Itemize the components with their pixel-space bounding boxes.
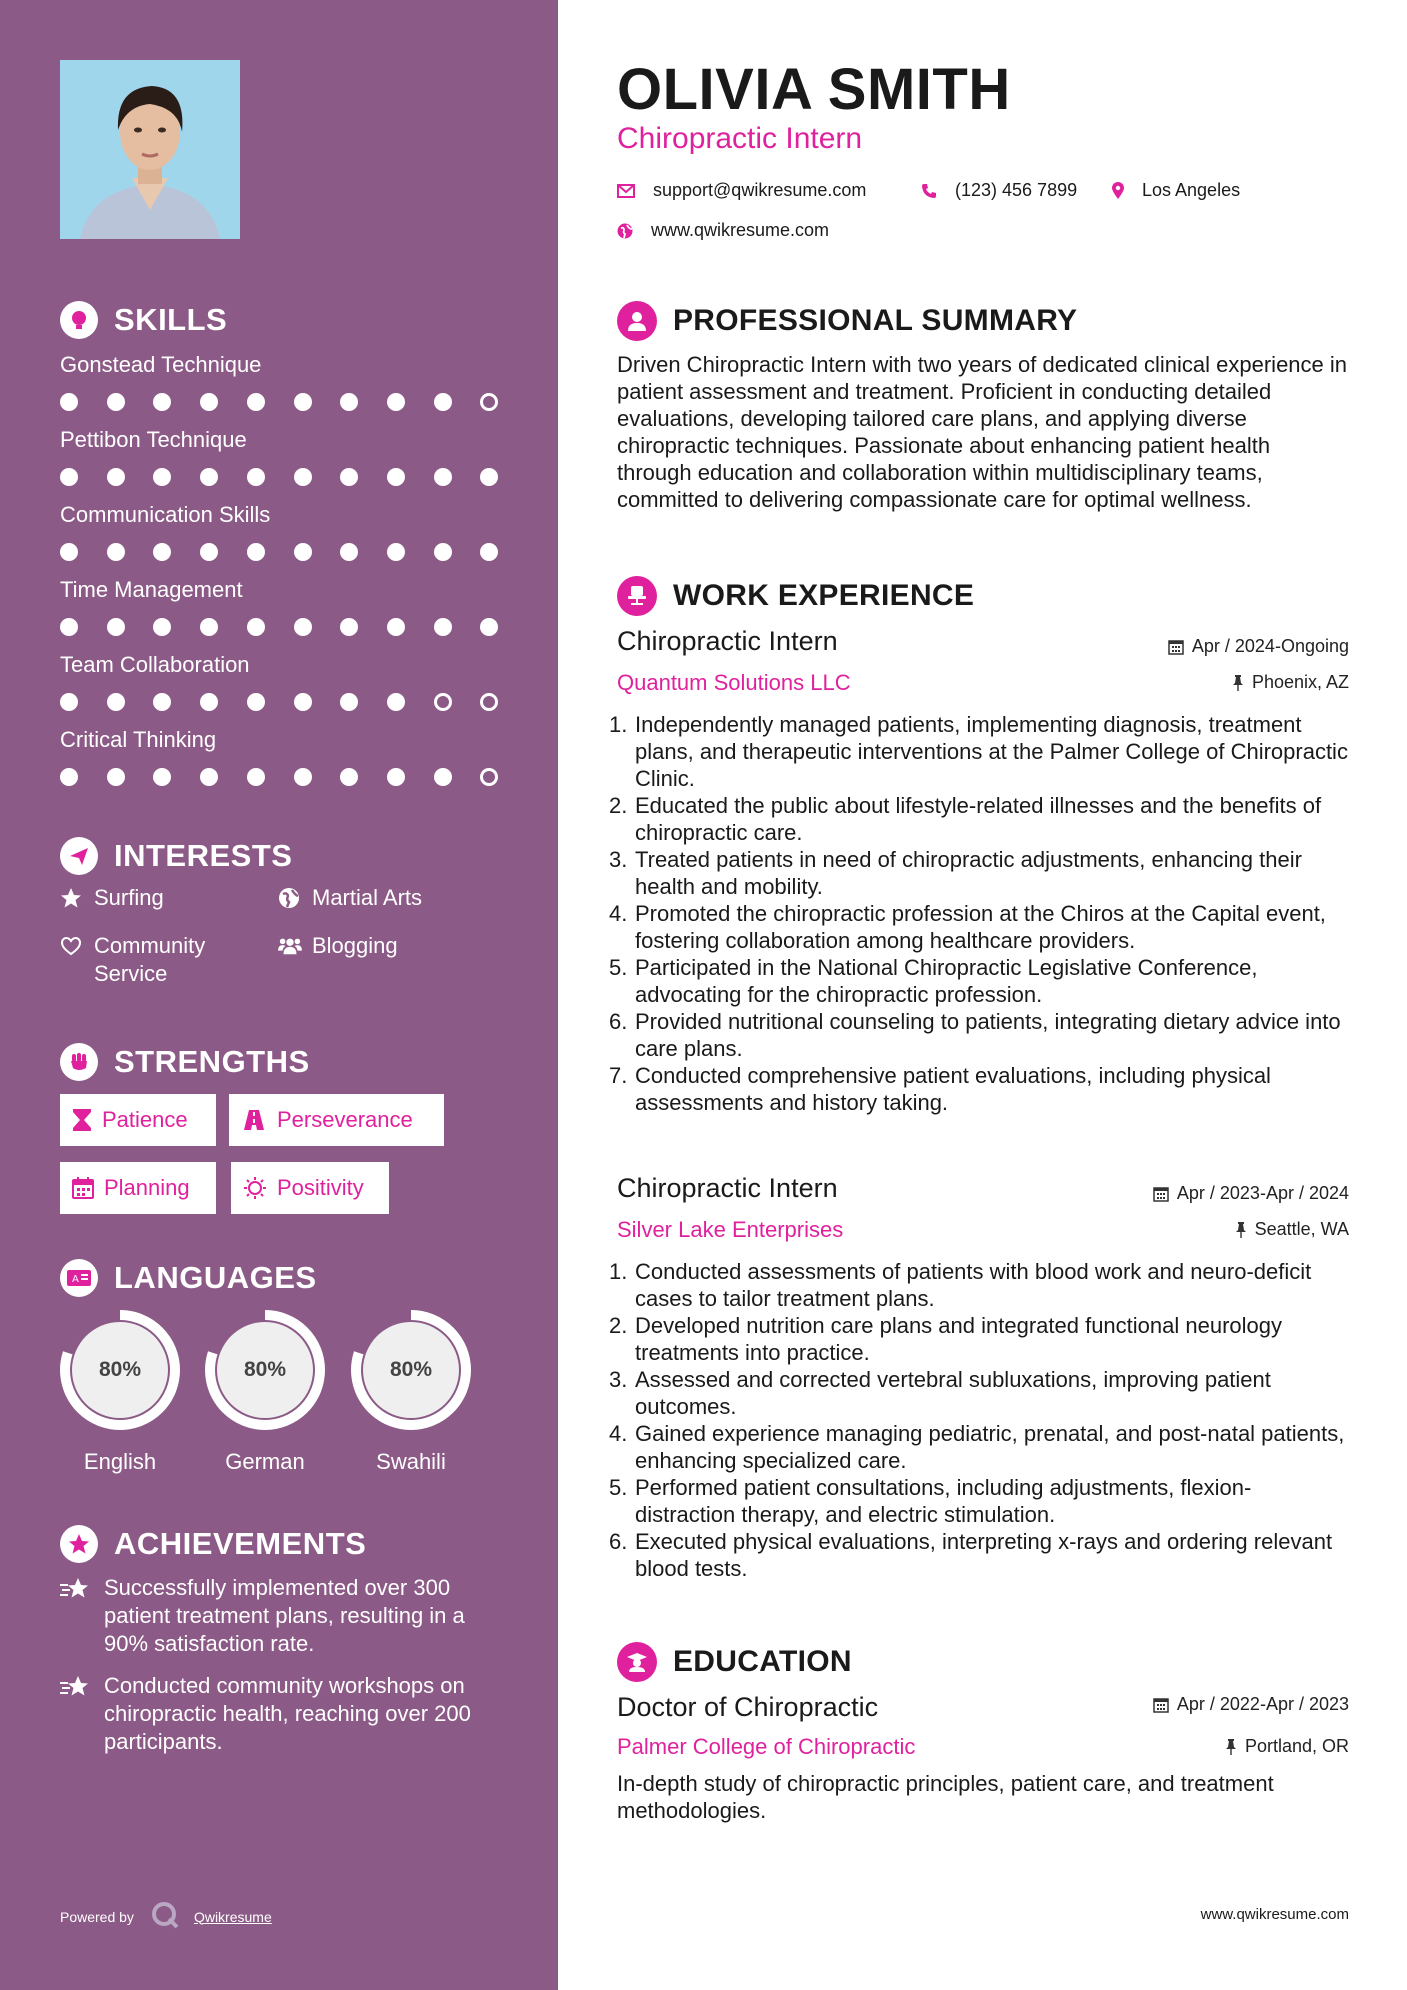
job-company: Quantum Solutions LLC bbox=[617, 670, 851, 695]
languages-section bbox=[60, 1256, 510, 1300]
rating-dot-filled bbox=[60, 618, 78, 636]
rating-dot-filled bbox=[107, 618, 125, 636]
job-title: Chiropractic Intern bbox=[617, 1173, 838, 1203]
rating-dot-filled bbox=[107, 768, 125, 786]
skill-name: Team Collaboration bbox=[60, 652, 250, 677]
rating-dot-empty bbox=[434, 693, 452, 711]
rating-dot-filled bbox=[434, 468, 452, 486]
duty-item: 6. Provided nutritional counseling to patients, integrating dietary advice into care plans. bbox=[609, 1009, 1341, 1061]
strength-badge: Perseverance bbox=[229, 1094, 444, 1146]
skill-rating bbox=[60, 765, 510, 789]
language-progress-ring: 80% bbox=[349, 1308, 473, 1432]
rating-dot-filled bbox=[247, 618, 265, 636]
interests-section bbox=[60, 834, 510, 878]
skill-item bbox=[60, 350, 510, 414]
calendar-icon bbox=[1168, 639, 1184, 655]
heart-outline-icon bbox=[60, 932, 84, 960]
pushpin-icon bbox=[1225, 1739, 1237, 1755]
sidebar bbox=[0, 0, 558, 1990]
map-pin-icon bbox=[1112, 182, 1124, 200]
users-icon bbox=[278, 932, 302, 960]
contact-website[interactable]: www.qwikresume.com bbox=[617, 220, 829, 241]
skill-name: Time Management bbox=[60, 577, 243, 602]
language-progress-ring: 80% bbox=[203, 1308, 327, 1432]
rating-dot-filled bbox=[200, 468, 218, 486]
hourglass-icon bbox=[72, 1108, 92, 1132]
contact-location: Los Angeles bbox=[1112, 180, 1240, 201]
strengths-section bbox=[60, 1040, 510, 1084]
skill-name: Pettibon Technique bbox=[60, 427, 247, 452]
job-company: Silver Lake Enterprises bbox=[617, 1217, 844, 1242]
language-name: Swahili bbox=[376, 1449, 446, 1474]
skills-heading: SKILLS bbox=[60, 298, 510, 342]
skills-section bbox=[60, 298, 510, 342]
sun-icon bbox=[243, 1176, 267, 1200]
rating-dot-filled bbox=[153, 543, 171, 561]
rating-dot-filled bbox=[200, 693, 218, 711]
rating-dot-filled bbox=[387, 768, 405, 786]
duty-item: 7. Conducted comprehensive patient evaluations, including physical assessments and history taking. bbox=[609, 1063, 1271, 1115]
shooting-star-icon bbox=[60, 1574, 92, 1658]
rating-dot-filled bbox=[387, 543, 405, 561]
rating-dot-filled bbox=[107, 393, 125, 411]
rating-dot-filled bbox=[387, 693, 405, 711]
rating-dot-filled bbox=[340, 618, 358, 636]
rating-dot-filled bbox=[294, 693, 312, 711]
skill-item bbox=[60, 425, 510, 489]
rating-dot-filled bbox=[340, 393, 358, 411]
contact-phone[interactable]: (123) 456 7899 bbox=[921, 180, 1077, 201]
globe-icon bbox=[617, 223, 633, 239]
pushpin-icon bbox=[1232, 675, 1244, 691]
rating-dot-filled bbox=[247, 543, 265, 561]
qwikresume-link[interactable]: Qwikresume bbox=[193, 1908, 272, 1925]
rating-dot-filled bbox=[153, 468, 171, 486]
rating-dot-filled bbox=[434, 393, 452, 411]
contact-email[interactable]: support@qwikresume.com bbox=[617, 180, 866, 201]
summary-text: Driven Chiropractic Intern with two years of dedicated clinical experience in patient assessment and treatment. Proficient in conducting detailed evaluations, developing tailored care plans, and applying diverse chiropractic techniques. Passionate about enhancing patient health through education and collaboration within multidisciplinary teams, committed to delivering compassionate care for optimal wellness. bbox=[617, 352, 1348, 512]
rating-dot-filled bbox=[60, 393, 78, 411]
skill-item bbox=[60, 575, 510, 639]
star-icon bbox=[60, 884, 84, 912]
rating-dot-filled bbox=[294, 618, 312, 636]
language-item bbox=[58, 1308, 182, 1476]
powered-by: Powered by Qwikresume bbox=[60, 1900, 272, 1933]
language-name: English bbox=[83, 1449, 157, 1474]
rating-dot-filled bbox=[200, 768, 218, 786]
rating-dot-filled bbox=[107, 693, 125, 711]
strength-badge: Patience bbox=[60, 1094, 216, 1146]
user-icon bbox=[617, 301, 657, 341]
skill-rating bbox=[60, 540, 510, 564]
duty-item: 3. Treated patients in need of chiropractic adjustments, enhancing their health and mobility. bbox=[609, 847, 1302, 899]
education-location: Portland, OR bbox=[1225, 1736, 1349, 1757]
svg-text:A: A bbox=[72, 1274, 79, 1285]
achievement-item: Conducted community workshops on chiropractic health, reaching over 200 participants. bbox=[60, 1672, 510, 1756]
skill-rating bbox=[60, 390, 510, 414]
languages-heading: A LANGUAGES bbox=[60, 1256, 510, 1300]
candidate-name: OLIVIA SMITH bbox=[617, 57, 1011, 122]
rating-dot-filled bbox=[294, 543, 312, 561]
rating-dot-filled bbox=[247, 468, 265, 486]
rating-dot-filled bbox=[340, 768, 358, 786]
achievement-item: Successfully implemented over 300 patient treatment plans, resulting in a 90% satisfaction rate. bbox=[60, 1574, 510, 1658]
rating-dot-filled bbox=[153, 393, 171, 411]
skill-rating bbox=[60, 465, 510, 489]
candidate-role: Chiropractic Intern bbox=[617, 122, 863, 155]
job-location: Seattle, WA bbox=[1235, 1219, 1349, 1240]
rating-dot-filled bbox=[480, 468, 498, 486]
job-location: Phoenix, AZ bbox=[1232, 672, 1349, 693]
education-dates: Apr / 2022-Apr / 2023 bbox=[1153, 1694, 1349, 1715]
rating-dot-filled bbox=[480, 543, 498, 561]
rating-dot-filled bbox=[153, 693, 171, 711]
duty-item: 1. Conducted assessments of patients with blood work and neuro-deficit cases to tailor treatment plans. bbox=[609, 1259, 1312, 1311]
summary-heading: PROFESSIONAL SUMMARY bbox=[617, 299, 1077, 343]
job-dates: Apr / 2023-Apr / 2024 bbox=[1153, 1183, 1349, 1204]
rating-dot-filled bbox=[387, 393, 405, 411]
strengths-heading: STRENGTHS bbox=[60, 1040, 510, 1084]
rating-dot-filled bbox=[60, 543, 78, 561]
rating-dot-empty bbox=[480, 768, 498, 786]
strength-badge: Positivity bbox=[231, 1162, 389, 1214]
rating-dot-filled bbox=[340, 543, 358, 561]
rating-dot-empty bbox=[480, 393, 498, 411]
interest-item: Blogging bbox=[278, 932, 398, 960]
duty-item: 5. Performed patient consultations, including adjustments, flexion-distraction therapy, and electric stimulation. bbox=[609, 1475, 1252, 1527]
rating-dot-filled bbox=[153, 768, 171, 786]
duty-item: 4. Gained experience managing pediatric, prenatal, and post-natal patients, enhancing specialized care. bbox=[609, 1421, 1345, 1473]
globe-icon bbox=[278, 884, 302, 912]
rating-dot-filled bbox=[107, 468, 125, 486]
rating-dot-filled bbox=[107, 543, 125, 561]
rating-dot-filled bbox=[60, 468, 78, 486]
rating-dot-filled bbox=[200, 543, 218, 561]
education-heading: EDUCATION bbox=[617, 1640, 852, 1684]
graduate-icon bbox=[617, 1642, 657, 1682]
rating-dot-filled bbox=[294, 393, 312, 411]
office-chair-icon bbox=[617, 576, 657, 616]
interests-heading: INTERESTS bbox=[60, 834, 510, 878]
rating-dot-filled bbox=[200, 618, 218, 636]
rating-dot-filled bbox=[247, 693, 265, 711]
skill-name: Critical Thinking bbox=[60, 727, 217, 752]
skill-rating bbox=[60, 615, 510, 639]
interest-item: Martial Arts bbox=[278, 884, 422, 912]
rating-dot-filled bbox=[387, 618, 405, 636]
duty-item: 1. Independently managed patients, implementing diagnosis, treatment plans, and therapeutic interventions at the Palmer College of Chiropractic Clinic. bbox=[609, 712, 1348, 791]
road-icon bbox=[241, 1109, 267, 1131]
duty-item: 2. Educated the public about lifestyle-related illnesses and the benefits of chiropractic care. bbox=[609, 793, 1322, 845]
skill-rating bbox=[60, 690, 510, 714]
job-duties bbox=[609, 1258, 1349, 1582]
job-duties bbox=[609, 711, 1349, 1116]
language-item bbox=[203, 1308, 327, 1476]
achievements-heading: ACHIEVEMENTS bbox=[60, 1522, 510, 1566]
rating-dot-filled bbox=[434, 618, 452, 636]
language-icon bbox=[60, 1259, 98, 1297]
rating-dot-filled bbox=[480, 618, 498, 636]
profile-photo bbox=[60, 60, 240, 239]
experience-heading: WORK EXPERIENCE bbox=[617, 574, 974, 618]
rating-dot-filled bbox=[387, 468, 405, 486]
skill-name: Communication Skills bbox=[60, 502, 271, 527]
footer-website-link[interactable]: www.qwikresume.com bbox=[1200, 1906, 1349, 1923]
language-name: German bbox=[225, 1449, 305, 1474]
rating-dot-filled bbox=[60, 693, 78, 711]
calendar-icon bbox=[72, 1177, 94, 1199]
skill-name: Gonstead Technique bbox=[60, 352, 262, 377]
paper-plane-icon bbox=[60, 837, 98, 875]
duty-item: 3. Assessed and corrected vertebral subluxations, improving patient outcomes. bbox=[609, 1367, 1271, 1419]
rating-dot-filled bbox=[247, 393, 265, 411]
rating-dot-filled bbox=[60, 768, 78, 786]
job-dates: Apr / 2024-Ongoing bbox=[1168, 636, 1349, 657]
language-progress-ring: 80% bbox=[58, 1308, 182, 1432]
rating-dot-filled bbox=[434, 543, 452, 561]
pushpin-icon bbox=[1235, 1222, 1247, 1238]
rating-dot-filled bbox=[294, 768, 312, 786]
achievements-section bbox=[60, 1522, 510, 1566]
calendar-icon bbox=[1153, 1697, 1169, 1713]
rating-dot-filled bbox=[294, 468, 312, 486]
language-item bbox=[349, 1308, 473, 1476]
education-description: In-depth study of chiropractic principles, patient care, and treatment methodologies. bbox=[617, 1771, 1274, 1823]
fist-icon bbox=[60, 1043, 98, 1081]
rating-dot-filled bbox=[340, 468, 358, 486]
envelope-icon bbox=[617, 184, 635, 198]
duty-item: 2. Developed nutrition care plans and integrated functional neurology treatments into practice. bbox=[609, 1313, 1282, 1365]
rating-dot-empty bbox=[480, 693, 498, 711]
calendar-icon bbox=[1153, 1186, 1169, 1202]
duty-item: 6. Executed physical evaluations, interpreting x-rays and ordering relevant blood tests. bbox=[609, 1529, 1333, 1581]
lightbulb-icon bbox=[60, 301, 98, 339]
skills-list bbox=[60, 350, 510, 790]
duty-item: 5. Participated in the National Chiropractic Legislative Conference, advocating for the chiropractic profession. bbox=[609, 955, 1258, 1007]
rating-dot-filled bbox=[340, 693, 358, 711]
strength-badge: Planning bbox=[60, 1162, 216, 1214]
rating-dot-filled bbox=[434, 768, 452, 786]
main-content bbox=[609, 0, 1349, 1990]
phone-icon bbox=[921, 183, 937, 199]
education-degree: Doctor of Chiropractic bbox=[617, 1692, 879, 1722]
skill-item bbox=[60, 500, 510, 564]
interest-item: Community Service bbox=[60, 932, 260, 988]
skill-item bbox=[60, 725, 510, 789]
education-school: Palmer College of Chiropractic bbox=[617, 1734, 916, 1759]
rating-dot-filled bbox=[247, 768, 265, 786]
skill-item bbox=[60, 650, 510, 714]
shooting-star-icon bbox=[60, 1672, 92, 1756]
rating-dot-filled bbox=[153, 618, 171, 636]
qwikresume-logo-icon bbox=[150, 1900, 180, 1933]
rating-dot-filled bbox=[200, 393, 218, 411]
interest-item: Surfing bbox=[60, 884, 164, 912]
duty-item: 4. Promoted the chiropractic profession at the Chiros at the Capital event, fostering collaboration among healthcare providers. bbox=[609, 901, 1326, 953]
star-badge-icon bbox=[60, 1525, 98, 1563]
job-title: Chiropractic Intern bbox=[617, 626, 838, 656]
